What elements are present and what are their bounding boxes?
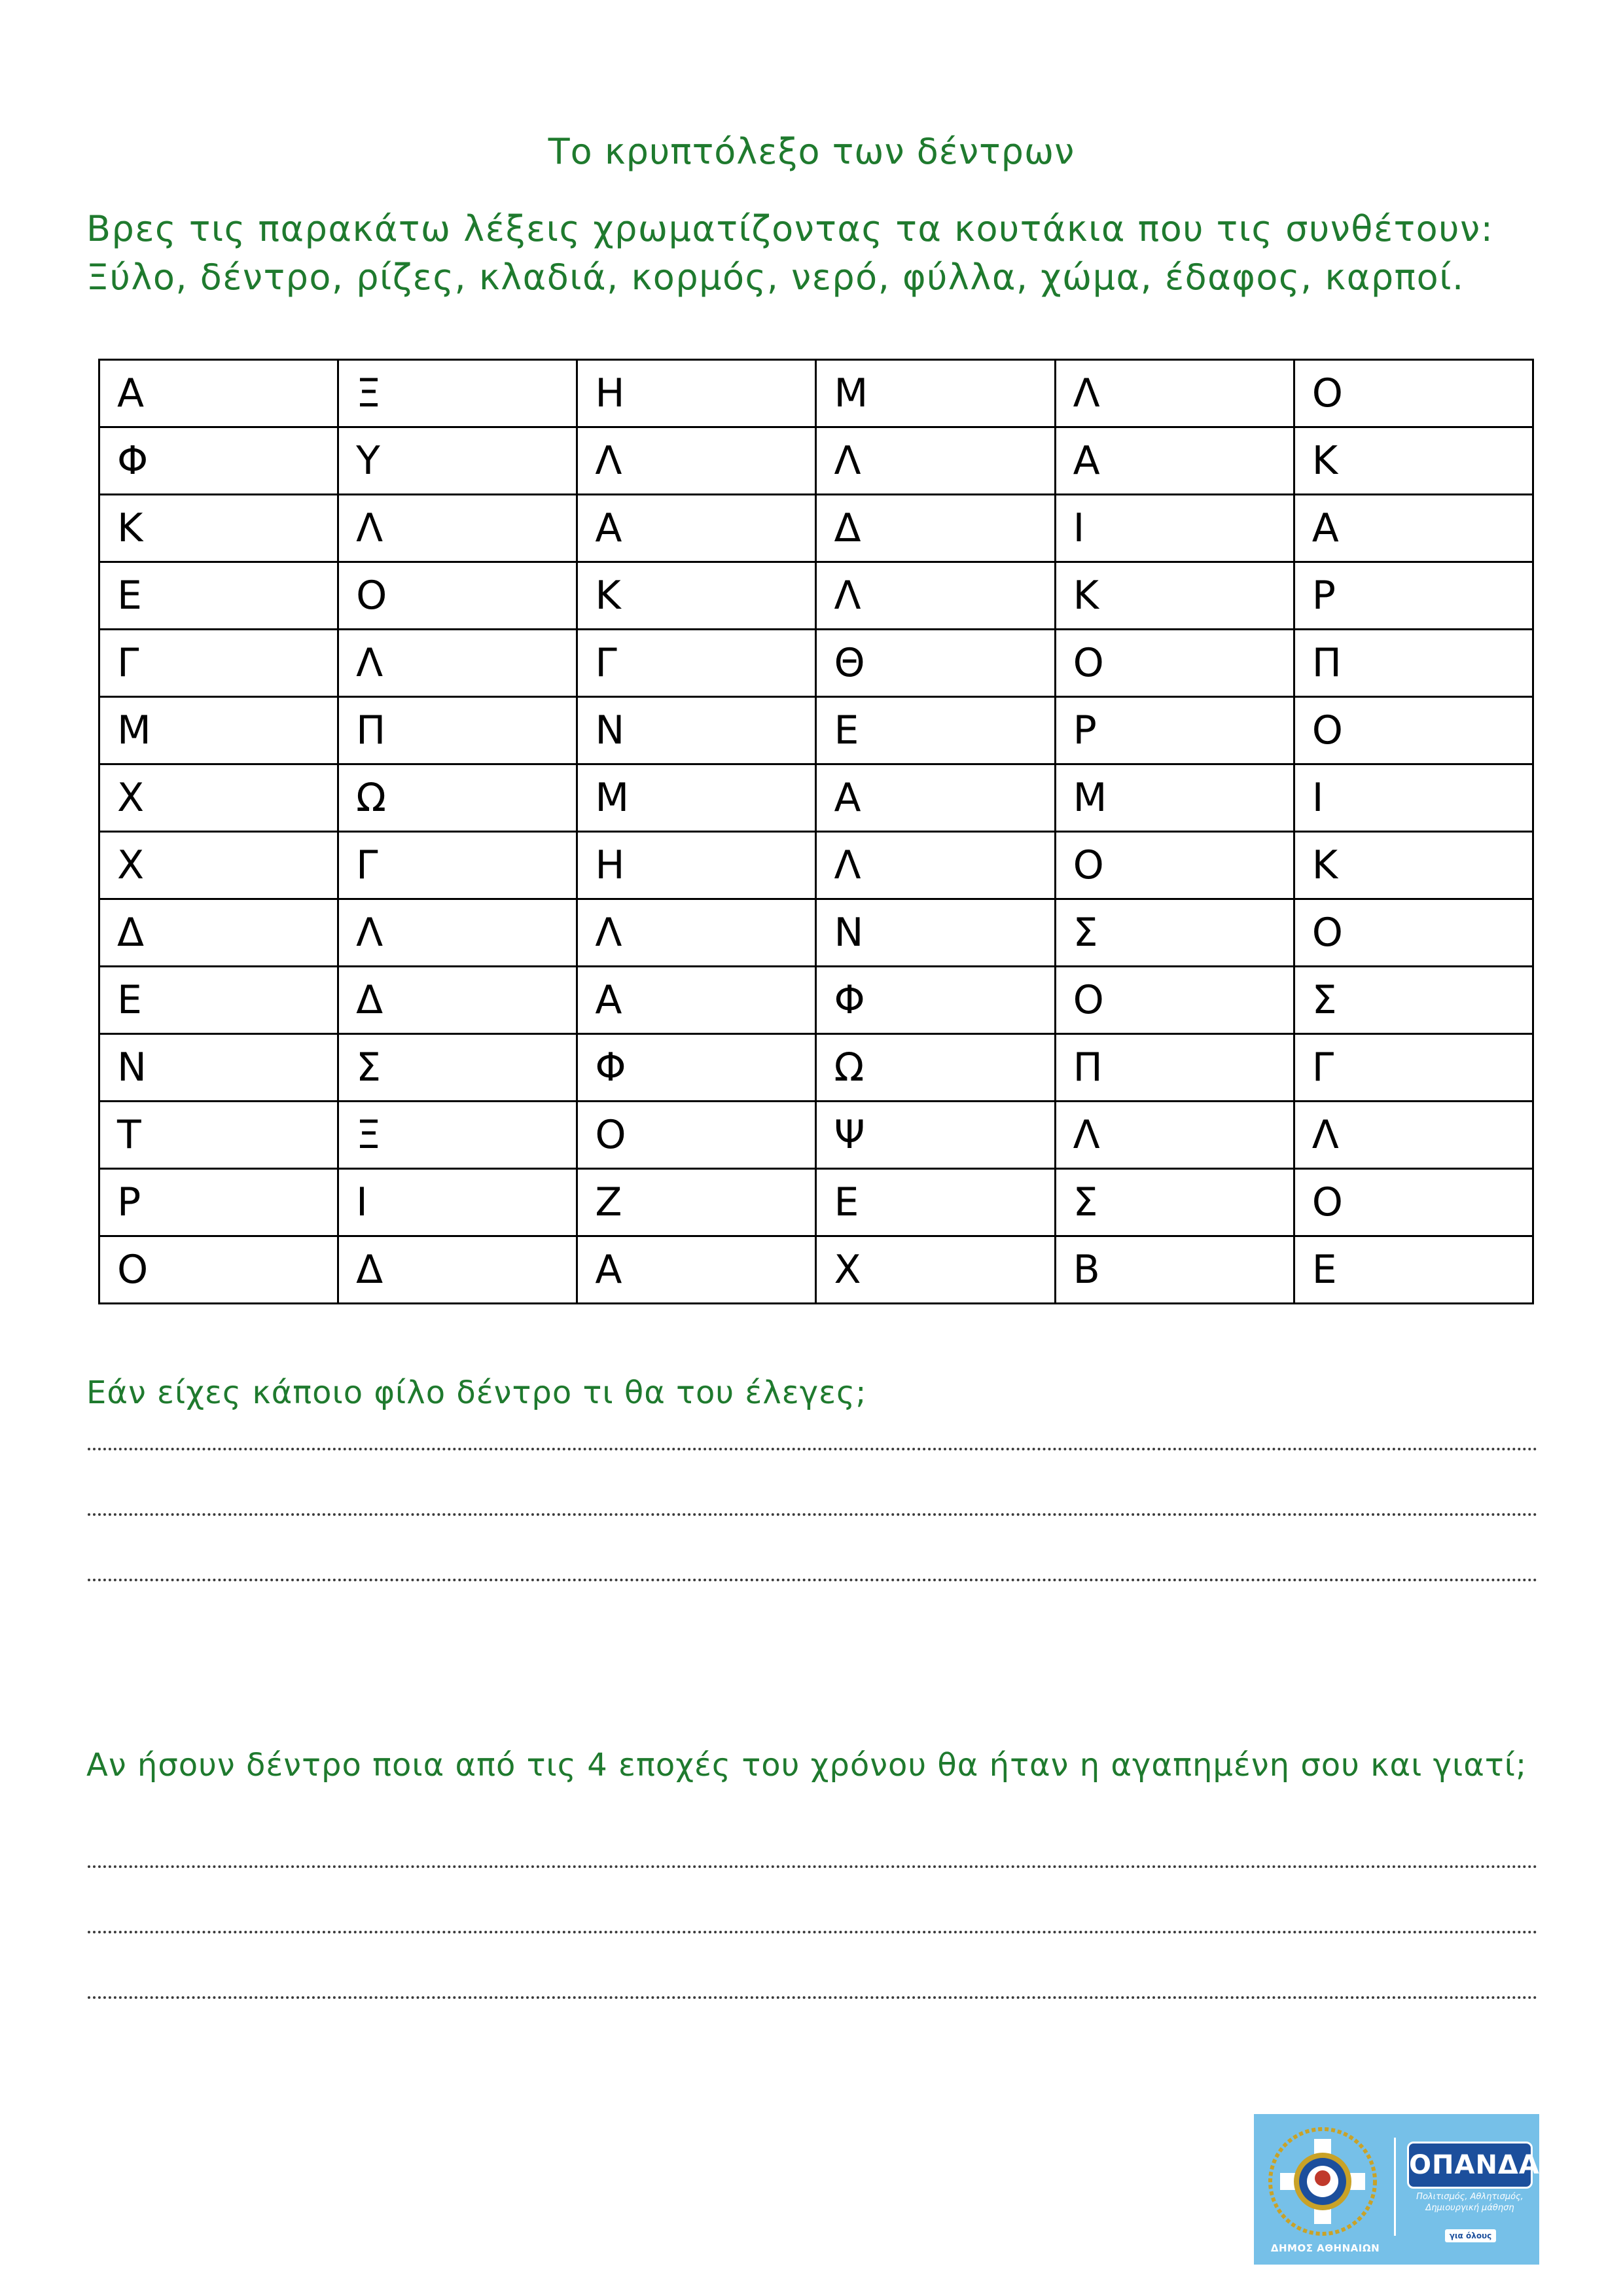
grid-cell[interactable]: Ο xyxy=(1055,832,1294,899)
grid-cell[interactable]: Λ xyxy=(816,832,1055,899)
grid-cell[interactable]: Η xyxy=(577,832,816,899)
grid-cell[interactable]: Α xyxy=(577,1236,816,1304)
grid-cell[interactable]: Ρ xyxy=(1055,697,1294,764)
grid-cell[interactable]: Α xyxy=(816,764,1055,832)
grid-cell[interactable]: Σ xyxy=(1055,899,1294,967)
answer-line[interactable] xyxy=(88,1579,1538,1581)
grid-cell[interactable]: Δ xyxy=(99,899,338,967)
grid-cell[interactable]: Ν xyxy=(816,899,1055,967)
grid-cell[interactable]: Ξ xyxy=(338,360,577,427)
page-title: Το κρυπτόλεξο των δέντρων xyxy=(548,131,1075,172)
grid-cell[interactable]: Ε xyxy=(99,967,338,1034)
grid-cell[interactable]: Ι xyxy=(338,1169,577,1236)
grid-cell[interactable]: Κ xyxy=(1294,832,1533,899)
grid-cell[interactable]: Χ xyxy=(816,1236,1055,1304)
grid-cell[interactable]: Ω xyxy=(338,764,577,832)
grid-row xyxy=(99,764,1533,832)
grid-cell[interactable]: Υ xyxy=(338,427,577,495)
instructions-word-list: Ξύλο, δέντρο, ρίζες, κλαδιά, κορμός, νερό, φύλλα, χώμα, έδαφος, καρποί. xyxy=(86,257,1465,298)
grid-cell[interactable]: Ε xyxy=(99,562,338,630)
grid-cell[interactable]: Ζ xyxy=(577,1169,816,1236)
grid-cell[interactable]: Κ xyxy=(1294,427,1533,495)
grid-cell[interactable]: Σ xyxy=(338,1034,577,1102)
grid-cell[interactable]: Λ xyxy=(338,495,577,562)
grid-row xyxy=(99,899,1533,967)
grid-cell[interactable]: Ο xyxy=(577,1102,816,1169)
grid-cell[interactable]: Ο xyxy=(1055,630,1294,697)
grid-cell[interactable]: Π xyxy=(1294,630,1533,697)
grid-cell[interactable]: Λ xyxy=(338,630,577,697)
answer-line[interactable] xyxy=(88,1448,1538,1450)
answer-line[interactable] xyxy=(88,1931,1538,1933)
question-2: Αν ήσουν δέντρο ποια από τις 4 εποχές του χρόνου θα ήταν η αγαπημένη σου και γιατί; xyxy=(86,1747,1527,1784)
grid-cell[interactable]: Λ xyxy=(577,427,816,495)
grid-row xyxy=(99,1236,1533,1304)
grid-cell[interactable]: Ο xyxy=(1294,1169,1533,1236)
grid-cell[interactable]: Ο xyxy=(338,562,577,630)
grid-cell[interactable]: Μ xyxy=(99,697,338,764)
grid-cell[interactable]: Τ xyxy=(99,1102,338,1169)
grid-row xyxy=(99,427,1533,495)
grid-cell[interactable]: Α xyxy=(577,495,816,562)
grid-cell[interactable]: Η xyxy=(577,360,816,427)
answer-line[interactable] xyxy=(88,1513,1538,1516)
grid-cell[interactable]: Ξ xyxy=(338,1102,577,1169)
grid-cell[interactable]: Σ xyxy=(1055,1169,1294,1236)
grid-cell[interactable]: Θ xyxy=(816,630,1055,697)
grid-cell[interactable]: Σ xyxy=(1294,967,1533,1034)
grid-cell[interactable]: Α xyxy=(99,360,338,427)
logo-divider xyxy=(1394,2138,1396,2236)
grid-row xyxy=(99,832,1533,899)
grid-cell[interactable]: Ψ xyxy=(816,1102,1055,1169)
grid-cell[interactable]: Ε xyxy=(816,1169,1055,1236)
grid-cell[interactable]: Φ xyxy=(99,427,338,495)
grid-row xyxy=(99,630,1533,697)
grid-cell[interactable]: Α xyxy=(1055,427,1294,495)
grid-row xyxy=(99,1034,1533,1102)
grid-cell[interactable]: Λ xyxy=(577,899,816,967)
grid-cell[interactable]: Ο xyxy=(99,1236,338,1304)
grid-row xyxy=(99,495,1533,562)
grid-cell[interactable]: Φ xyxy=(577,1034,816,1102)
grid-cell[interactable]: Λ xyxy=(816,562,1055,630)
brand-tagline: Πολιτισμός, Αθλητισμός, Δημιουργική μάθηση xyxy=(1416,2192,1524,2213)
grid-cell[interactable]: Π xyxy=(338,697,577,764)
grid-cell[interactable]: Α xyxy=(1294,495,1533,562)
question-1: Εάν είχες κάποιο φίλο δέντρο τι θα του έλεγες; xyxy=(86,1374,867,1411)
grid-cell[interactable]: Μ xyxy=(577,764,816,832)
grid-cell[interactable]: Π xyxy=(1055,1034,1294,1102)
grid-cell[interactable]: Ο xyxy=(1055,967,1294,1034)
grid-row xyxy=(99,697,1533,764)
word-search-grid xyxy=(98,359,1534,1304)
grid-cell[interactable]: Ω xyxy=(816,1034,1055,1102)
grid-row xyxy=(99,1169,1533,1236)
grid-cell[interactable]: Μ xyxy=(816,360,1055,427)
seal-caption: ΔΗΜΟΣ ΑΘΗΝΑΙΩΝ xyxy=(1270,2242,1380,2254)
grid-cell[interactable]: Δ xyxy=(816,495,1055,562)
grid-cell[interactable]: Χ xyxy=(99,764,338,832)
grid-cell[interactable]: Γ xyxy=(1294,1034,1533,1102)
grid-cell[interactable]: Ι xyxy=(1055,495,1294,562)
grid-cell[interactable]: Μ xyxy=(1055,764,1294,832)
grid-cell[interactable]: Χ xyxy=(99,832,338,899)
grid-cell[interactable]: Δ xyxy=(338,967,577,1034)
grid-cell[interactable]: Κ xyxy=(577,562,816,630)
grid-cell[interactable]: Α xyxy=(577,967,816,1034)
brand-name: ΟΠΑΝΔΑ xyxy=(1407,2142,1533,2189)
grid-cell[interactable]: Λ xyxy=(1294,1102,1533,1169)
answer-line[interactable] xyxy=(88,1865,1538,1868)
grid-row xyxy=(99,1102,1533,1169)
grid-cell[interactable]: Ι xyxy=(1294,764,1533,832)
grid-cell[interactable]: Ν xyxy=(99,1034,338,1102)
grid-cell[interactable]: Γ xyxy=(338,832,577,899)
grid-row xyxy=(99,967,1533,1034)
grid-row xyxy=(99,360,1533,427)
brand-pill: για όλους xyxy=(1445,2229,1496,2242)
sponsor-logo xyxy=(1254,2114,1539,2265)
grid-row xyxy=(99,562,1533,630)
grid-cell[interactable]: Ρ xyxy=(1294,562,1533,630)
grid-cell[interactable]: Γ xyxy=(577,630,816,697)
grid-cell[interactable]: Ρ xyxy=(99,1169,338,1236)
grid-cell[interactable]: Ο xyxy=(1294,360,1533,427)
grid-cell[interactable]: Λ xyxy=(1055,1102,1294,1169)
grid-cell[interactable]: Ν xyxy=(577,697,816,764)
grid-cell[interactable]: Β xyxy=(1055,1236,1294,1304)
grid-cell[interactable]: Λ xyxy=(338,899,577,967)
grid-cell[interactable]: Φ xyxy=(816,967,1055,1034)
grid-cell[interactable]: Ο xyxy=(1294,899,1533,967)
grid-cell[interactable]: Κ xyxy=(99,495,338,562)
grid-cell[interactable]: Λ xyxy=(1055,360,1294,427)
grid-cell[interactable]: Ε xyxy=(1294,1236,1533,1304)
grid-cell[interactable]: Ο xyxy=(1294,697,1533,764)
grid-cell[interactable]: Κ xyxy=(1055,562,1294,630)
instructions-line-1: Βρες τις παρακάτω λέξεις χρωματίζοντας τα κουτάκια που τις συνθέτουν: xyxy=(86,208,1494,249)
grid-cell[interactable]: Δ xyxy=(338,1236,577,1304)
grid-cell[interactable]: Γ xyxy=(99,630,338,697)
seal-icon xyxy=(1267,2126,1378,2237)
grid-cell[interactable]: Λ xyxy=(816,427,1055,495)
grid-cell[interactable]: Ε xyxy=(816,697,1055,764)
answer-line[interactable] xyxy=(88,1996,1538,1999)
